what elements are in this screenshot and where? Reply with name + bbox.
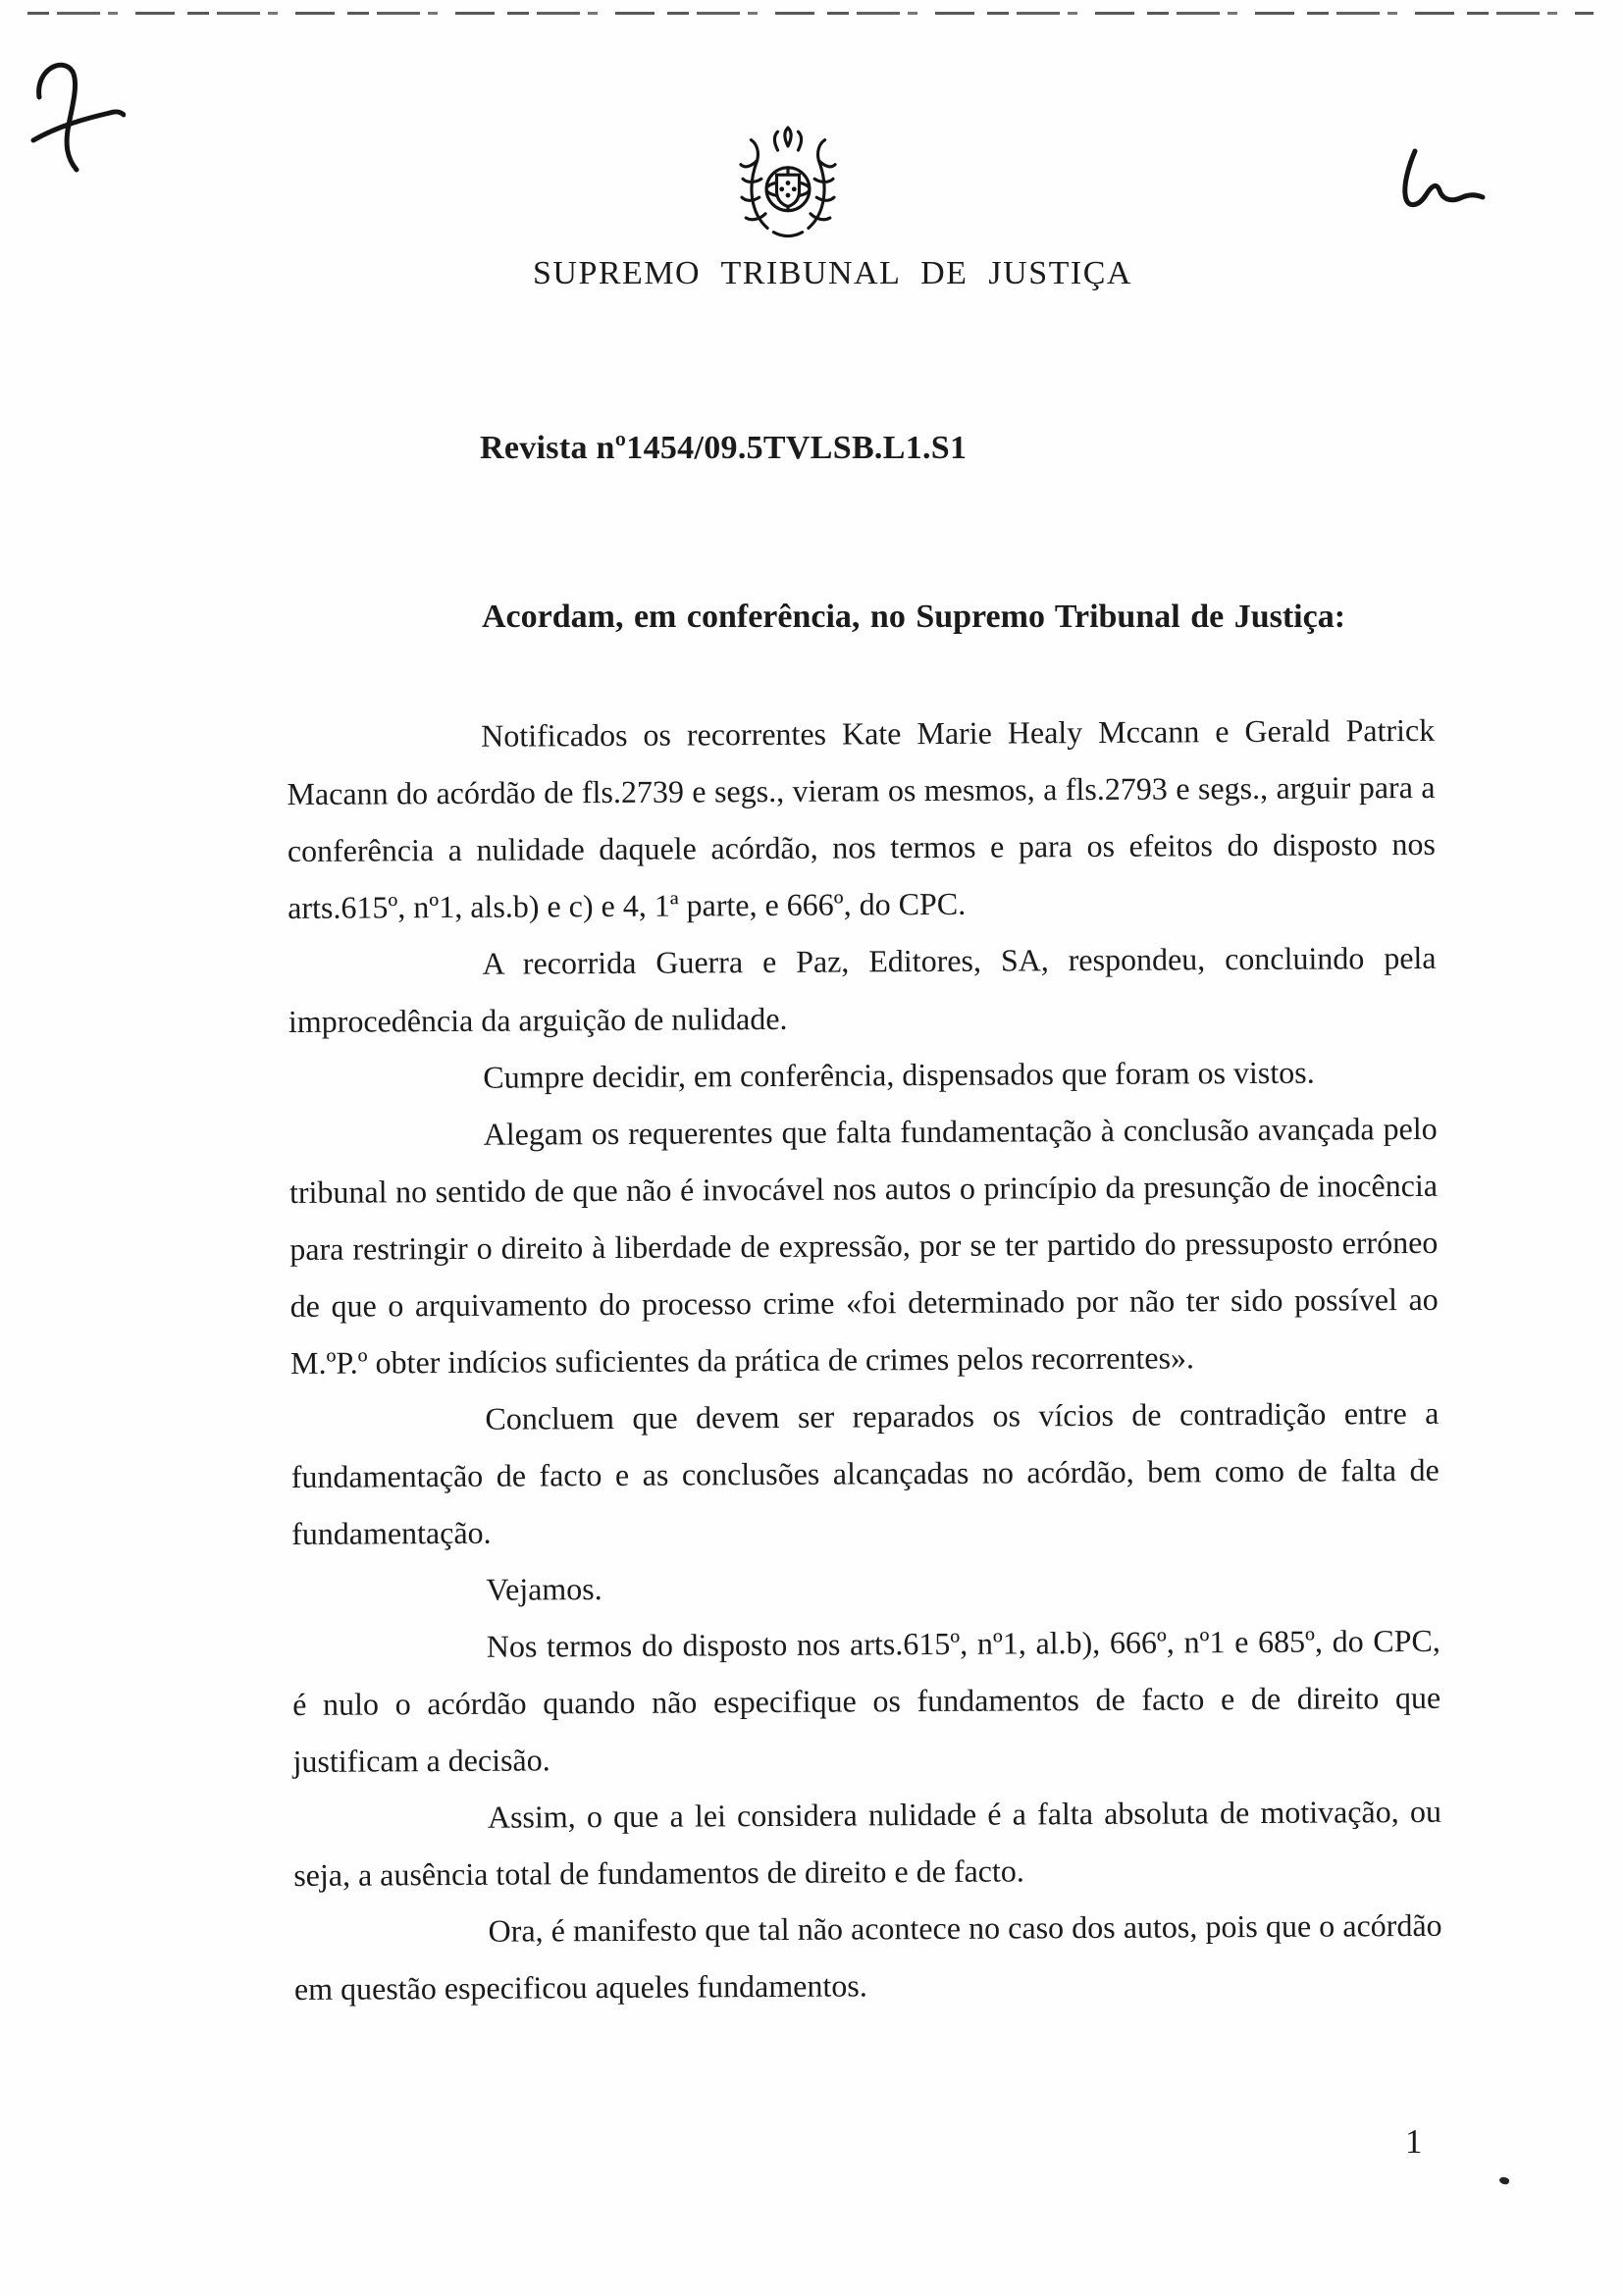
- document-header: [533, 126, 1132, 292]
- page-number: 1: [1405, 2122, 1423, 2161]
- body-paragraph: Assim, o que a lei considera nulidade é a falta absoluta de motivação, ou seja, a ausência total de fundamentos de direito e de facto.: [293, 1793, 1441, 1893]
- body-paragraph: A recorrida Guerra e Paz, Editores, SA, respondeu, concluindo pela improcedência da arguição de nulidade.: [288, 939, 1437, 1039]
- scan-edge-artifact: [27, 12, 1594, 15]
- body-paragraph: Vejamos.: [486, 1571, 602, 1607]
- handwritten-squiggle-icon: [1386, 147, 1489, 224]
- handwritten-numeral-7-icon: [27, 54, 126, 174]
- body-paragraph: Cumpre decidir, em conferência, dispensados que foram os vistos.: [483, 1054, 1315, 1095]
- body-paragraph: Ora, é manifesto que tal não acontece no caso dos autos, pois que o acórdão em questão especificou aqueles fundamentos.: [293, 1906, 1442, 2007]
- coat-of-arms-icon: [733, 126, 843, 245]
- court-name: SUPREMO TRIBUNAL DE JUSTIÇA: [533, 255, 1132, 291]
- body-paragraph: Notificados os recorrentes Kate Marie Healy Mccann e Gerald Patrick Macann do acórdão de fls.2739 e segs., vieram os mesmos, a fls.2793 e segs., arguir para a conferência a nulidade daquele acórdão, nos termos e para os efeitos do disposto nos arts.615º, nº1, als.b) e c) e 4, 1ª parte, e 666º, do CPC.: [287, 711, 1436, 925]
- stray-ink-mark: [1498, 2176, 1510, 2186]
- body-paragraph: Nos termos do disposto nos arts.615º, nº1, al.b), 666º, nº1 e 685º, do CPC, é nulo o acórdão quando não especifique os fundamentos de facto e de direito que justificam a decisão.: [292, 1622, 1441, 1779]
- body-paragraph: Alegam os requerentes que falta fundamentação à conclusão avançada pelo tribunal no sentido de que não é invocável nos autos o princípio da presunção de inocência para restringir o direito à liberdade de expressão, por se ter partido do pressuposto erróneo de que o arquivamento do processo crime «foi determinado por não ter sido possível ao M.ºP.º obter indícios suficientes da prática de crimes pelos recorrentes».: [288, 1110, 1439, 1381]
- decision-heading: Acordam, em conferência, no Supremo Tribunal de Justiça:: [482, 599, 1346, 635]
- body-paragraph: Concluem que devem ser reparados os vícios de contradição entre a fundamentação de facto e as conclusões alcançadas no acórdão, bem como de falta de fundamentação.: [290, 1394, 1440, 1551]
- case-reference: Revista nº1454/09.5TVLSB.L1.S1: [480, 430, 968, 466]
- decision-body: [287, 702, 1442, 2017]
